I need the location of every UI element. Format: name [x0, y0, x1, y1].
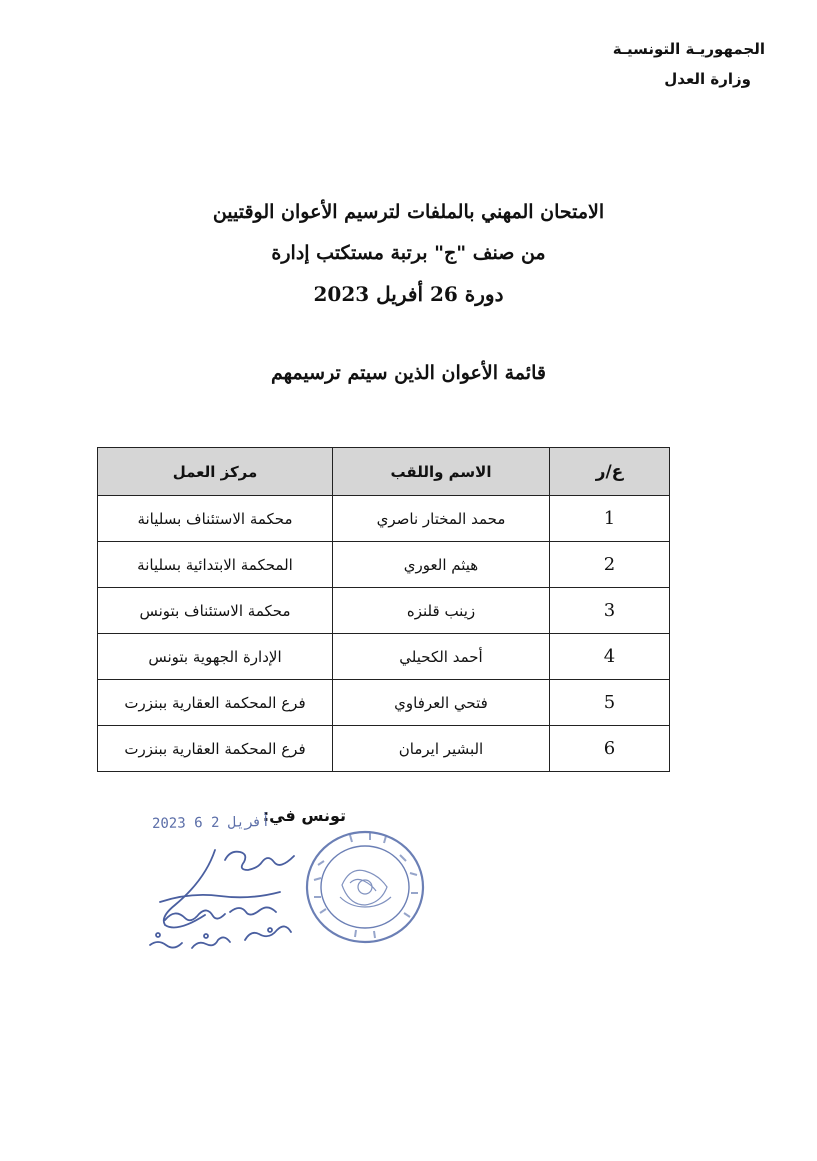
row-workplace: المحكمة الابتدائية بسليانة	[98, 542, 333, 588]
handwritten-signature	[130, 840, 320, 960]
place-label: تونس في:	[262, 806, 346, 825]
row-workplace: فرع المحكمة العقارية ببنزرت	[98, 680, 333, 726]
row-workplace: محكمة الاستئناف بسليانة	[98, 496, 333, 542]
table-row	[98, 542, 670, 588]
table-row	[98, 496, 670, 542]
title-line-3: دورة 26 أفريل 2023	[313, 282, 504, 306]
table-row	[98, 634, 670, 680]
title-line-2: من صنف "ج" برتبة مستكتب إدارة	[271, 242, 546, 264]
row-name: محمد المختار ناصري	[333, 496, 550, 542]
table-header-row	[98, 448, 670, 496]
document-title	[0, 192, 817, 315]
header-name: الاسم واللقب	[333, 448, 550, 496]
row-num: 5	[550, 680, 670, 726]
list-subtitle: قائمة الأعوان الذين سيتم ترسيمهم	[271, 362, 546, 384]
row-name: زينب قلنزه	[333, 588, 550, 634]
row-workplace: الإدارة الجهوية بتونس	[98, 634, 333, 680]
row-num: 3	[550, 588, 670, 634]
row-name: أحمد الكحيلي	[333, 634, 550, 680]
row-name: فتحي العرفاوي	[333, 680, 550, 726]
republic-name: الجمهوريـة التونسيـة	[612, 40, 765, 58]
row-name: البشير ايرمان	[333, 726, 550, 772]
row-num: 6	[550, 726, 670, 772]
row-name: هيثم العوري	[333, 542, 550, 588]
row-workplace: فرع المحكمة العقارية ببنزرت	[98, 726, 333, 772]
row-num: 2	[550, 542, 670, 588]
agents-table	[97, 447, 670, 772]
table-row	[98, 588, 670, 634]
table-row	[98, 680, 670, 726]
header-num: ع/ر	[550, 448, 670, 496]
table-row	[98, 726, 670, 772]
row-num: 1	[550, 496, 670, 542]
date-stamp: 2023 أفريل 2 6	[151, 813, 271, 833]
letterhead	[613, 34, 765, 94]
ministry-name: وزارة العدل	[664, 70, 751, 88]
row-num: 4	[550, 634, 670, 680]
header-workplace: مركز العمل	[98, 448, 333, 496]
title-line-1: الامتحان المهني بالملفات لترسيم الأعوان الوقتيين	[212, 201, 605, 223]
row-workplace: محكمة الاستئناف بتونس	[98, 588, 333, 634]
